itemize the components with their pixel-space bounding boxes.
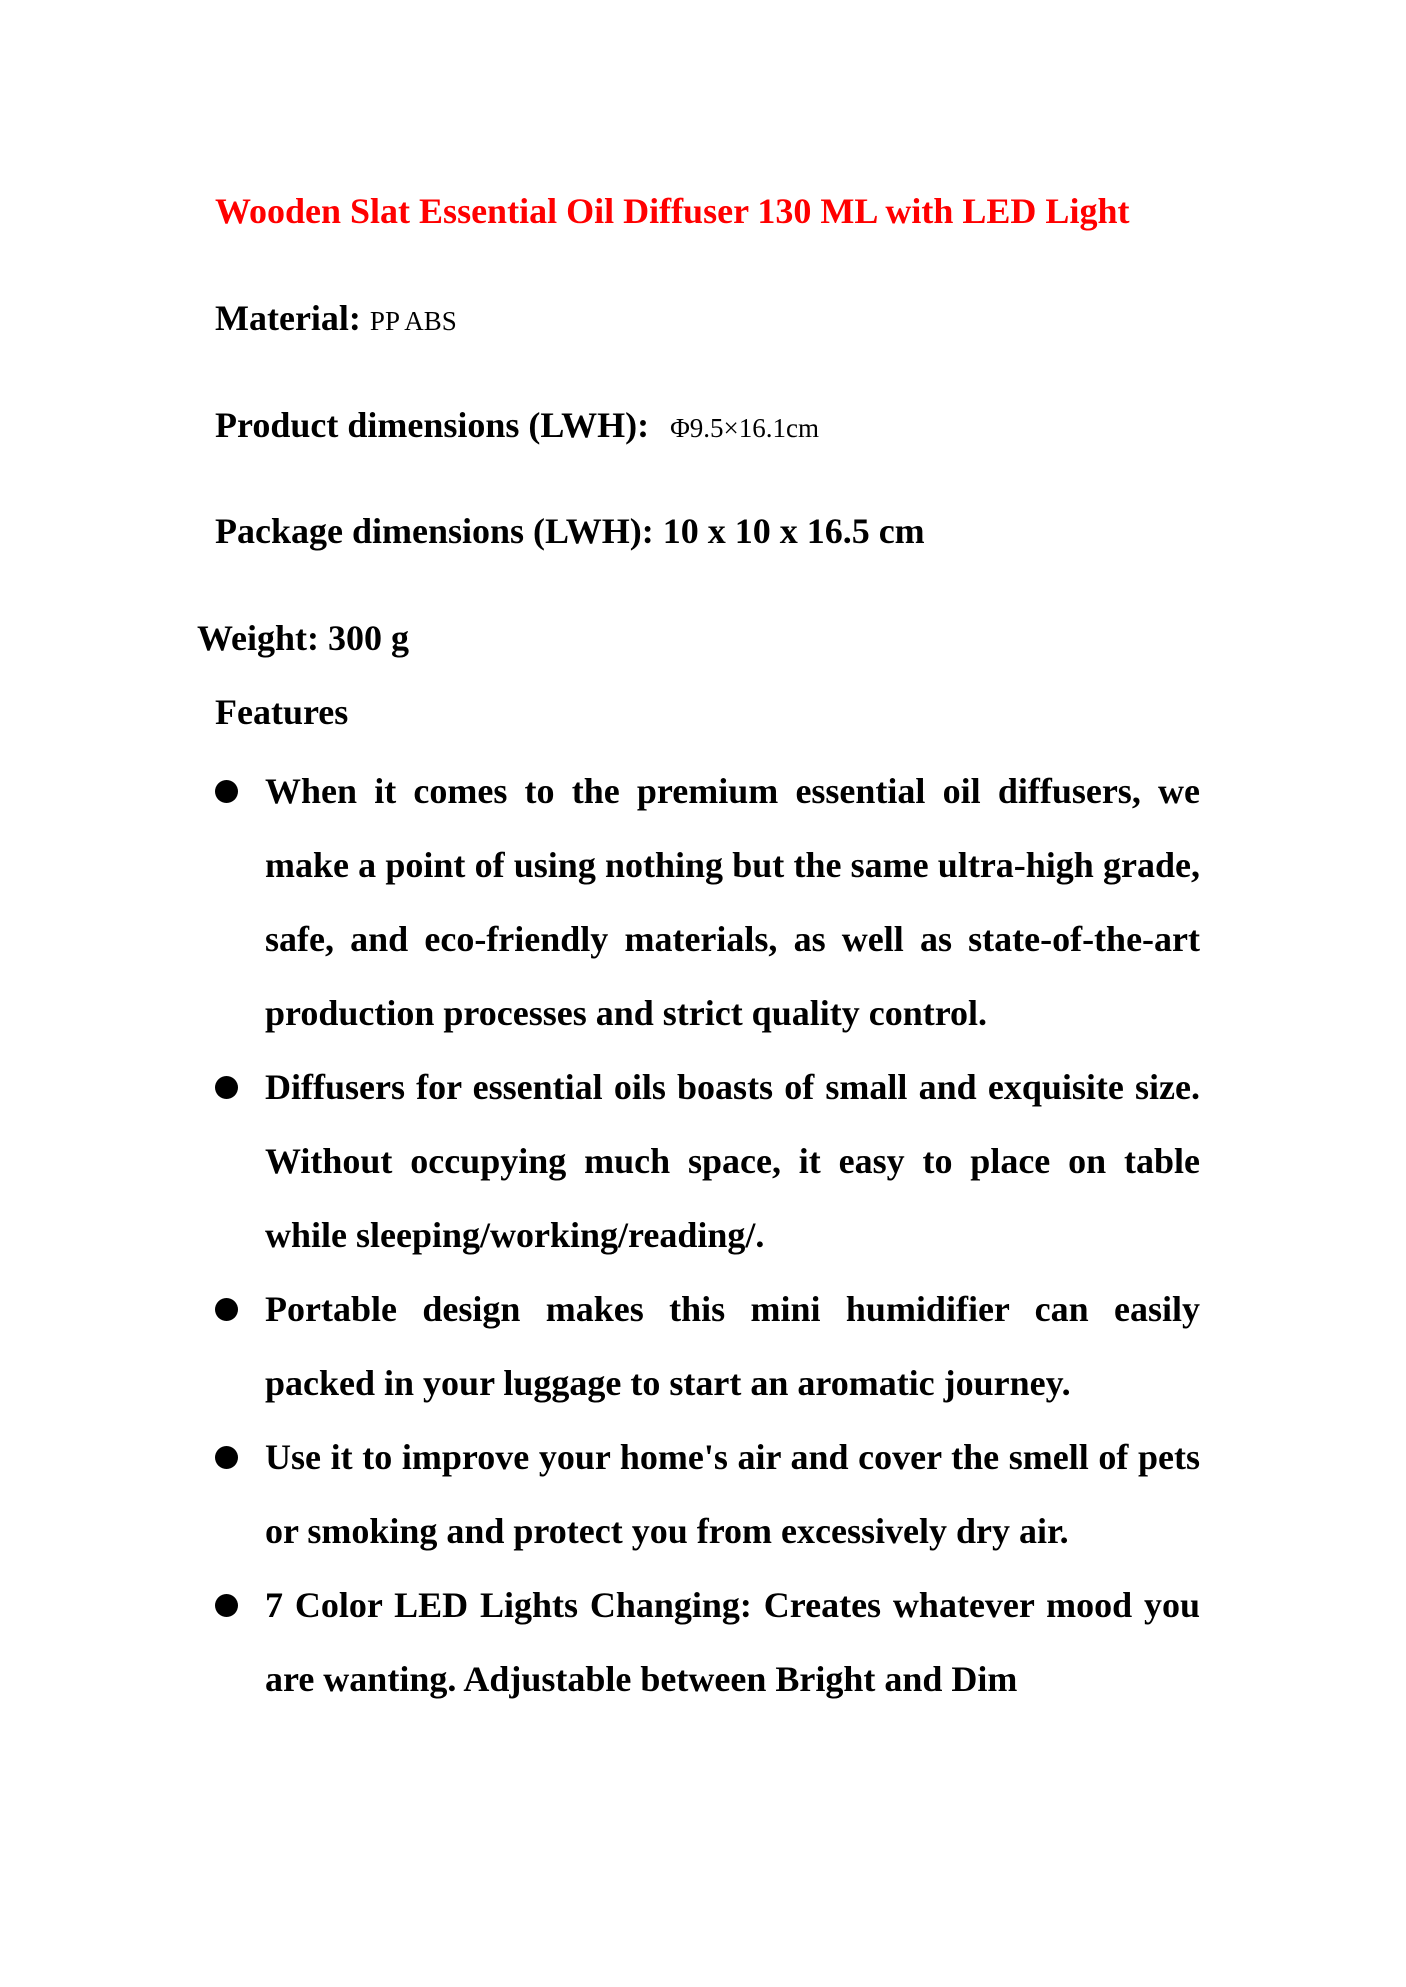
feature-item (215, 1050, 1200, 1272)
material-line (215, 291, 457, 348)
bullet-icon (215, 1076, 238, 1099)
package-dimensions-value: 10 x 10 x 16.5 cm (662, 511, 925, 551)
features-list (215, 754, 1200, 1716)
feature-text: Diffusers for essential oils boasts of small and exquisite size. Without occupying much space, it easy to place on table while sleeping/working/reading/. (265, 1067, 1200, 1255)
feature-item (215, 754, 1200, 1050)
material-value: PP ABS (369, 306, 457, 336)
feature-item (215, 1272, 1200, 1420)
bullet-icon (215, 1298, 238, 1321)
features-heading: Features (215, 692, 349, 732)
feature-item (215, 1420, 1200, 1568)
weight-line (197, 611, 409, 665)
feature-text: 7 Color LED Lights Changing: Creates whatever mood you are wanting. Adjustable between Bright and Dim (265, 1585, 1200, 1699)
material-label: Material: (215, 298, 361, 338)
bullet-icon (215, 1446, 238, 1469)
feature-text: When it comes to the premium essential oil diffusers, we make a point of using nothing but the same ultra-high grade, safe, and eco-friendly materials, as well as state-of-the-art production processes and strict quality control. (265, 771, 1200, 1033)
product-dimensions-value: Φ9.5×16.1cm (670, 413, 820, 443)
feature-item (215, 1568, 1200, 1716)
bullet-icon (215, 1594, 238, 1617)
product-title: Wooden Slat Essential Oil Diffuser 130 ML with LED Light (215, 191, 1130, 231)
package-dimensions-line (215, 504, 925, 558)
package-dimensions-label: Package dimensions (LWH): (215, 511, 654, 551)
product-dimensions-label: Product dimensions (LWH): (215, 405, 650, 445)
feature-text: Portable design makes this mini humidifier can easily packed in your luggage to start an aromatic journey. (265, 1289, 1200, 1403)
weight-label: Weight: (197, 618, 319, 658)
bullet-icon (215, 780, 238, 803)
product-dimensions-line (215, 398, 819, 455)
feature-text: Use it to improve your home's air and cover the smell of pets or smoking and protect you from excessively dry air. (265, 1437, 1200, 1551)
weight-value: 300 g (328, 618, 409, 658)
